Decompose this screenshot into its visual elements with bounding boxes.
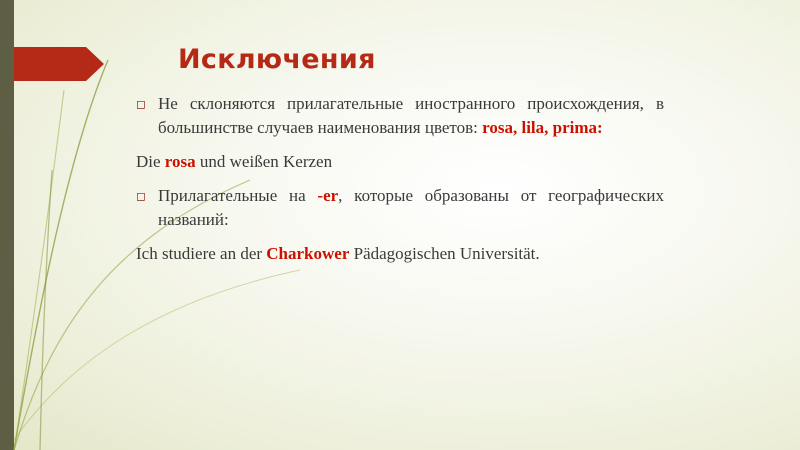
- example-sentence: [136, 150, 664, 174]
- example-text: und weißen Kerzen: [195, 152, 333, 171]
- bullet-item: [136, 92, 664, 140]
- example-sentence: [136, 242, 664, 266]
- bullet-text: Не склоняются прилагательные иностранного происхождения, в большинстве случаев наименования цветов:: [158, 94, 664, 137]
- highlighted-suffix: -er: [317, 186, 339, 205]
- slide-title: Исключения: [178, 44, 376, 75]
- bullet-text: , которые образованы от географических названий:: [158, 186, 664, 229]
- slide-content: [136, 92, 664, 276]
- example-text: Ich studiere an der: [136, 244, 267, 263]
- square-bullet-icon: ◻: [136, 189, 146, 203]
- example-text: Pädagogischen Universität.: [349, 244, 540, 263]
- highlighted-words: rosa, lila, prima:: [482, 118, 603, 137]
- highlighted-word: rosa: [164, 152, 196, 171]
- red-arrow-icon: [14, 47, 104, 81]
- bullet-text: Прилагательные на: [158, 186, 318, 205]
- highlighted-word: Charkower: [266, 244, 350, 263]
- bullet-item: [136, 184, 664, 232]
- square-bullet-icon: ◻: [136, 97, 146, 111]
- example-text: Die: [136, 152, 165, 171]
